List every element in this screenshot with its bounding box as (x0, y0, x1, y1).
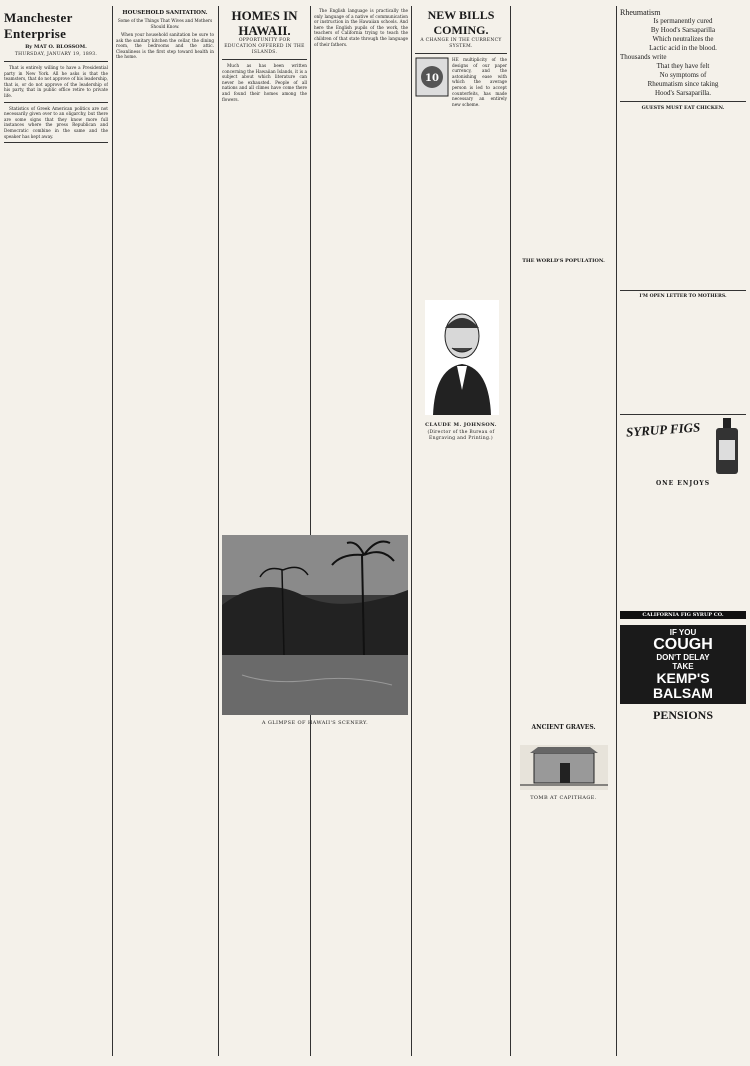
ad-line: No symptoms of (659, 71, 707, 79)
enjoy-text: ONE ENJOYS (655, 480, 711, 487)
ad-line: KEMP'S (656, 669, 710, 686)
subheadline: Some of the Things That Wives and Mothers Should Know. (117, 18, 213, 29)
column-rule (218, 6, 219, 1056)
illustration-caption: A GLIMPSE OF HAWAII'S SCENERY. (261, 720, 369, 726)
divider (620, 414, 746, 415)
ad-line: Which neutralizes the (652, 35, 714, 43)
divider (4, 102, 108, 103)
column-3 (222, 8, 307, 1056)
article-paragraph: Statistics of Greek American politics are not necessarily given over to an oligarchy, but there are some signs that they know more full instances where the press Republican and Democratic combine in the same and the speaker has kept away. (4, 105, 108, 139)
portrait-illustration (425, 300, 499, 415)
article-paragraph: HE multiplicity of the designs of our paper currency, and the astonishing ease with which the average person is led to accept counterfeits, has made necessary an entirely new scheme. (452, 57, 507, 107)
column-rule (616, 6, 617, 1056)
column-7-ads (620, 8, 746, 1056)
syrup-label: SYRUP FIGS (625, 419, 701, 440)
ad-line: Thousands write (620, 53, 667, 61)
divider (620, 290, 746, 291)
ad-line: By Hood's Sarsaparilla (650, 26, 716, 34)
syrup-of-figs-ad (620, 418, 746, 478)
article-paragraph: The English language is practically the only language of a native of communication or instruction in the Hawaiian schools. And here the English pupils of the work, the teachers of California trying to teach the children of that state through the language of their fathers. (314, 8, 408, 47)
byline: By MAT O. BLOSSOM. (25, 44, 87, 50)
ad-line: BALSAM (653, 684, 713, 701)
dateline: THURSDAY, JANUARY 19, 1893. (14, 52, 98, 57)
hoods-ad (620, 8, 746, 98)
article-paragraph: That is entirely willing to have a Presidential party in New York. All he asks is that the teamsters, that do not approve of his leadership, that is, or do not approve of the leadership of his party, that in public office retire to private life. (4, 65, 108, 98)
dollar-bill-illustration (415, 57, 449, 97)
headline-world-population: THE WORLD'S POPULATION. (522, 258, 605, 264)
article-paragraph: Much as has been written concerning the Hawaiian Islands, it is a subject about which literature can never be exhausted. People of all nations and all climes have come there and found their homes among the flowers. (222, 63, 307, 102)
lead-block (415, 57, 507, 109)
syrup-company: CALIFORNIA FIG SYRUP CO. (620, 611, 746, 619)
column-6 (514, 8, 613, 1056)
portrait-caption-block (415, 420, 507, 442)
ad-line: TAKE (672, 661, 694, 671)
headline-household-sanitation: HOUSEHOLD SANITATION. (122, 10, 208, 16)
portrait-subcaption: (Director of the Bureau of Engraving and Printing.) (427, 430, 495, 441)
tomb-caption: TOMB AT CAPITHAGE. (530, 795, 597, 801)
divider (4, 61, 108, 62)
ad-line: Is permanently cured (653, 17, 713, 25)
tomb-illustration (520, 745, 608, 790)
ad-line: Hood's Sarsaparilla. (654, 89, 712, 97)
ad-line: DON'T DELAY (656, 653, 710, 663)
headline-homes-in-hawaii: HOMES IN HAWAII. (231, 8, 298, 38)
deck: OPPORTUNITY FOR EDUCATION OFFERED IN THE ISLANDS. (224, 38, 305, 55)
column-rule (411, 6, 412, 1056)
divider (4, 142, 108, 143)
headline-ancient-graves: ANCIENT GRAVES. (531, 724, 596, 731)
column-5 (415, 8, 507, 1056)
bottle-icon (712, 418, 742, 476)
column-rule (310, 6, 311, 1056)
divider (620, 101, 746, 102)
portrait-caption: CLAUDE M. JOHNSON. (425, 422, 497, 428)
divider (415, 53, 507, 54)
tomb-svg (520, 745, 608, 790)
ad-line: Rheumatism since taking (647, 80, 719, 88)
subheadline: A CHANGE IN THE CURRENCY SYSTEM. (420, 38, 502, 49)
svg-text:10: 10 (425, 73, 439, 84)
column-2 (116, 8, 214, 1056)
divider (222, 59, 307, 60)
pensions-ad: PENSIONS (652, 708, 714, 723)
ad-line: Rheumatism (620, 8, 661, 17)
column-1 (4, 8, 108, 1056)
headline-chicken: GUESTS MUST EAT CHICKEN. (641, 105, 725, 111)
column-4 (314, 8, 408, 1056)
headline-new-bills: NEW BILLS COMING. (427, 8, 495, 37)
ad-line: That they have felt (656, 62, 710, 70)
article-paragraph: When your household sanitation be sure to ask the sanitary kitchen the cellar, the dining room, the bedrooms and the attic. Cleanliness is the first step toward health in the home. (116, 32, 214, 60)
masthead: Manchester Enterprise (4, 10, 73, 41)
column-rule (510, 6, 511, 1056)
column-rule (112, 6, 113, 1056)
headline-open-letter: I'M OPEN LETTER TO MOTHERS. (639, 294, 727, 299)
kemps-balsam-ad (620, 625, 746, 704)
ad-line: Lactic acid in the blood. (649, 44, 717, 52)
ad-line: IF YOU (669, 628, 697, 637)
bill-icon (415, 57, 449, 97)
ad-line: COUGH (653, 636, 713, 654)
portrait-svg (425, 300, 499, 415)
